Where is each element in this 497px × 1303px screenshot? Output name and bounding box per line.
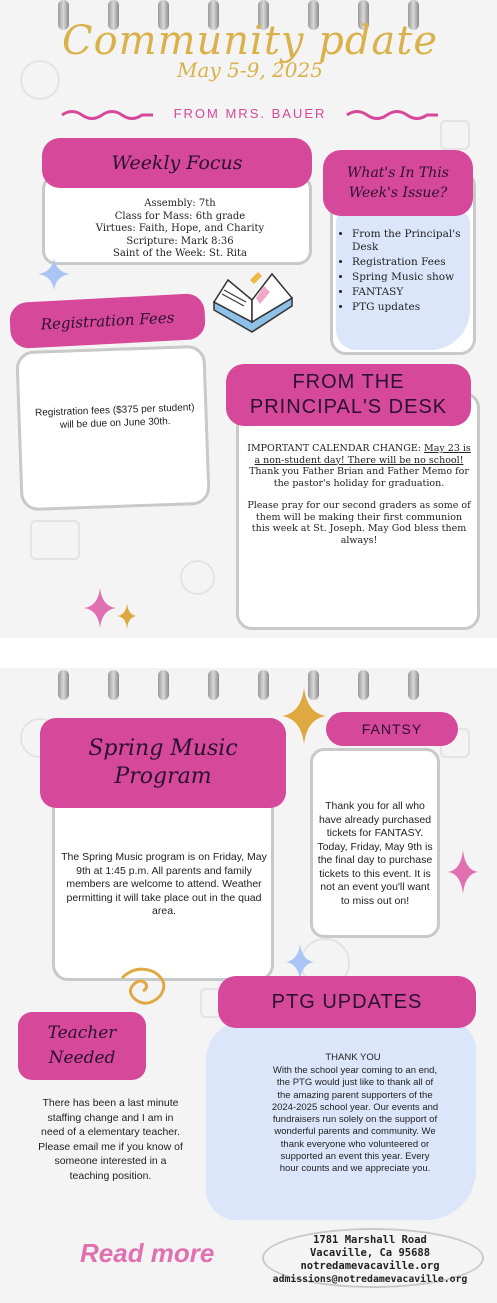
fantsy-heading: FANTSY: [326, 712, 458, 746]
weekly-focus-heading: Weekly Focus: [42, 138, 312, 188]
newsletter-page-2: [0, 668, 497, 1303]
newsletter-page-1: [0, 0, 497, 638]
ptg-heading: PTG UPDATES: [218, 976, 476, 1028]
spring-music-heading: Spring Music Program: [40, 718, 286, 808]
sparkle-pink-icon: [84, 588, 116, 628]
list-item: • Registration Fees: [352, 256, 472, 269]
spring-music-text: The Spring Music program is on Friday, May 9th at 1:45 p.m. All parents and family members are welcome to attend. Weather permitting it will take place out in the quad area.: [61, 851, 267, 917]
swirl-icon: [108, 966, 178, 1016]
weekly-focus-text: Assembly: 7th Class for Mass: 6th grade Virtues: Faith, Hope, and Charity Scripture: Mark 8:36 Saint of the Week: St. Rita: [95, 198, 265, 259]
sparkle-gold-icon: [282, 688, 326, 744]
sparkle-blue-icon: [286, 944, 314, 980]
from-line: FROM MRS. BAUER: [173, 106, 327, 121]
registration-heading: Registration Fees: [9, 293, 206, 349]
email-link[interactable]: admissions@notredamevacaville.org: [272, 1274, 468, 1285]
principal-heading: FROM THE PRINCIPAL'S DESK: [226, 364, 471, 426]
list-item: • PTG updates: [352, 301, 472, 314]
registration-text: Registration fees ($375 per student) will be due on June 30th.: [34, 402, 195, 431]
fantsy-text: Thank you for all who have already purchased tickets for FANTASY. Today, Friday, May 9th is the final day to purchase tickets to this event. It is not an event you'll want to miss out on!: [317, 800, 433, 907]
sparkle-pink-icon: [448, 850, 478, 894]
squiggle-left-icon: [60, 108, 155, 122]
sparkle-gold-icon: [117, 603, 137, 629]
principal-text: IMPORTANT CALENDAR CHANGE: May 23 is a non-student day! There will be no school! Thank you Father Brian and Father Memo for the pastor's holiday for graduation. Please pray for our second graders as some of them will be making their first communion this week at St. Joseph. May God bless them always!: [247, 443, 471, 546]
ptg-thank-you: THANK YOU: [325, 1052, 381, 1063]
list-item: • FANTASY: [352, 286, 472, 299]
read-more-button[interactable]: Read more: [80, 1238, 215, 1268]
issue-heading: What's In This Week's Issue?: [323, 150, 473, 216]
newsletter-title: Community pdate: [61, 18, 439, 64]
list-item: • From the Principal's Desk: [352, 228, 472, 254]
list-item: • Spring Music show: [352, 271, 472, 284]
newsletter-date: May 5-9, 2025: [177, 58, 323, 82]
sparkle-blue-icon: [38, 258, 70, 290]
ptg-text: With the school year coming to an end, the PTG would just like to thank all of the amazing parent supporters of the 2024-2025 school year. Our events and fundraisers run solely on the support of wonderful parents and community. We thank everyone who volunteered or supported an event this year. Every hour counts and we appreciate you.: [271, 1065, 439, 1175]
issue-list: [352, 228, 472, 314]
open-book-icon: [208, 272, 298, 342]
squiggle-right-icon: [345, 108, 440, 122]
address-block: 1781 Marshall Road Vacaville, Ca 95688 notredamevacaville.org admissions@notredamevacaville.org: [250, 1234, 490, 1286]
teacher-heading: Teacher Needed: [18, 1012, 146, 1080]
teacher-text: There has been a last minute staffing change and I am in need of a elementary teacher. Please email me if you know of someone interested in a teaching position.: [38, 1097, 183, 1182]
